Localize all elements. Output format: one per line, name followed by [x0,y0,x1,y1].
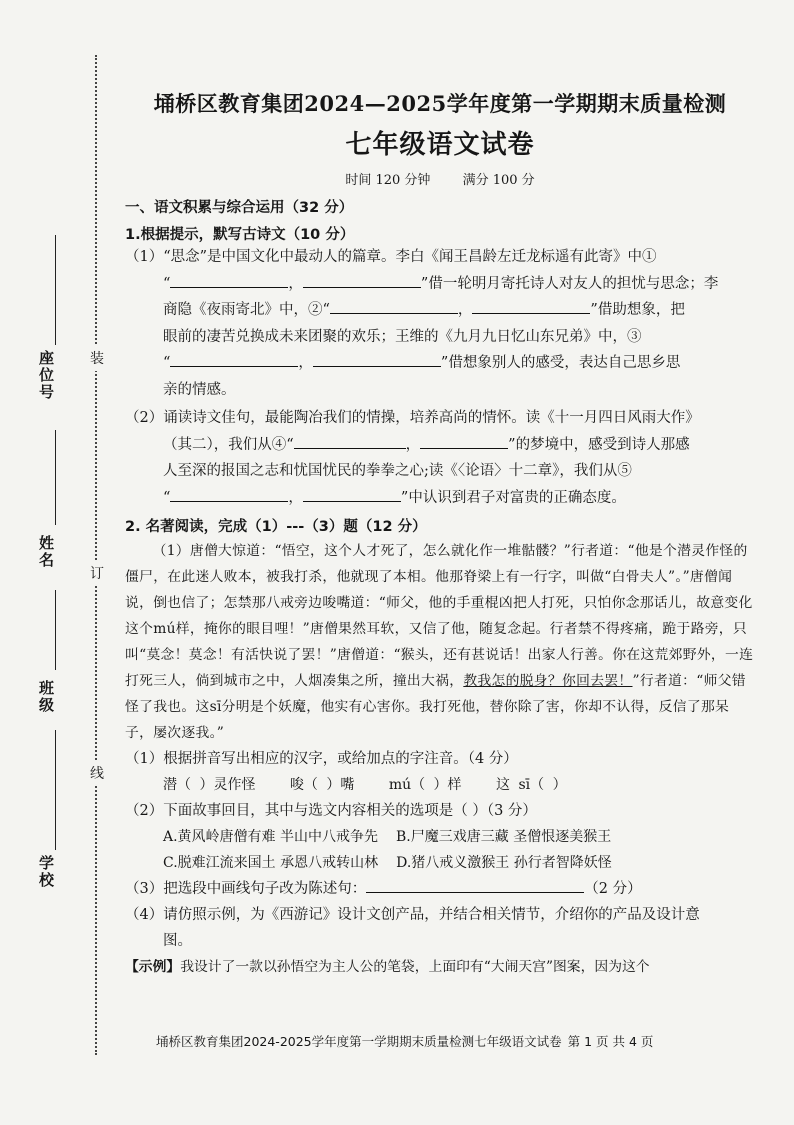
q1-1-line-g: 亲的情感。 [163,381,236,398]
exam-title-line1: 埇桥区教育集团2024—2025学年度第一学期期末质量检测 [153,91,727,116]
pinyin-item-4[interactable]: 这 sī（ ） [496,777,567,793]
q1-2-text-c: ”的梦境中，感受到诗人那感 [508,436,690,453]
q1-2-line-d: 人至深的报国之志和忧国忧民的拳拳之心;读《〈论语〉十二章》，我们从⑤ [163,463,632,479]
q1-2-line-e: “ ， ”中认识到君子对富贵的正确态度。 [125,485,755,512]
exam-content [125,88,755,980]
binding-word-zhuang: 装 [90,345,104,371]
q2-sub3-text: （3）把选段中画线句子改为陈述句： [125,881,367,897]
q2-sub2: （2）下面故事回目，其中与选文内容相关的选项是（ ）（3 分） [125,803,537,819]
exam-time: 时间 120 分钟 [345,173,431,188]
q1-1-text-b: ”借一轮明月寄托诗人对友人的担忧与思念；李 [420,275,719,292]
example-text: 我设计了一款以孙悟空为主人公的笔袋，上面印有“大闹天宫”图案，因为这个 [180,959,650,975]
name-label: 姓名 [37,535,55,569]
seat-number-line[interactable] [55,235,56,345]
q2-heading: 2. 名著阅读，完成（1）---（3）题（12 分） [125,519,427,535]
q2-sub3-score: （2 分） [584,881,642,897]
answer-blank-2a[interactable] [330,299,458,314]
underlined-sentence: 教我怎的脱身？你回去罢！ [463,673,633,689]
q2-sub3 [125,876,755,902]
page-number: 第 1 页 共 4 页 [567,1034,654,1049]
q2-sub4 [125,902,755,954]
q1-heading: 1.根据提示，默写古诗文（10 分） [125,227,355,243]
option-a[interactable]: A.黄风岭唐僧有难 半山中八戒争先 [163,829,379,845]
pinyin-item-1[interactable]: 潜（ ）灵作怪 [163,777,256,793]
exam-title-line2: 七年级语文试卷 [345,130,535,160]
q1-1-line-b: “ ， ”借一轮明月寄托诗人对友人的担忧与思念；李 [125,271,755,298]
school-line[interactable] [55,730,56,850]
answer-blank-1a[interactable] [170,273,288,288]
answer-blank-4a[interactable] [294,434,406,449]
answer-blank-4b[interactable] [420,434,508,449]
exam-score: 满分 100 分 [462,173,535,188]
passage-text-2: ”行者道：“师父错怪了我也。这sī分明是个妖魔，他实有心害你。我打死他，替你除了害，你却不认得，反信了那呆子，屡次逐我。” [125,673,746,741]
q2-sub1: （1）根据拼音写出相应的汉字，或给加点的字注音。（4 分） [125,751,518,767]
seat-number-label: 座位号 [37,350,55,401]
q2-sub4-line-b: 图。 [163,933,192,949]
q1-1-line-a: （1）“思念”是中国文化中最动人的篇章。李白《闻王昌龄左迁龙标遥有此寄》中① [125,249,657,265]
journey-west-passage [125,538,755,746]
options-row-2 [125,850,755,876]
passage-text-1: （1）唐僧大惊道：“悟空，这个人才死了，怎么就化作一堆骷髅？”行者道：“他是个潜灵作怪的僵尸，在此迷人败本，被我打杀，他就现了本相。他那脊梁上有一行字，叫做“白骨夫人”。”唐僧闻说，倒也信了；怎禁那八戒旁边唆嘴道：“师父，他的手重棍凶把人打死，只怕你念那话儿，故意变化这个mú样，掩你的眼目哩！”唐僧果然耳软，又信了他，随复念起。行者禁不得疼痛，跪于路旁，只叫“莫念！莫念！有活快说了罢！”唐僧道：“猴头，还有甚说话！出家人行善。你在这荒郊野外，一连打死三人，倘到城市之中，人烟凑集之所，撞出大祸， [125,543,754,689]
answer-blank-3a[interactable] [170,352,298,367]
q1-1-text-d: ”借助想象，把 [590,302,685,318]
exam-meta [125,169,755,188]
example-block [125,954,755,980]
options-row-1 [125,824,755,850]
example-label: 【示例】 [125,959,181,975]
class-label: 班级 [37,680,55,714]
binding-word-ding: 订 [90,560,104,586]
footer-title: 埇桥区教育集团2024-2025学年度第一学期期末质量检测七年级语文试卷 [156,1034,562,1049]
answer-blank-1b[interactable] [303,273,421,288]
q2-sub4-line-a: （4）请仿照示例，为《西游记》设计文创产品，并结合相关情节，介绍你的产品及设计意 [125,907,700,923]
pinyin-item-3[interactable]: mú（ ）样 [388,777,462,793]
q1-part1 [125,244,755,403]
q1-2-line-b: （其二），我们从④“ ， ”的梦境中，感受到诗人那感 [125,432,755,459]
name-line[interactable] [55,430,56,525]
answer-blank-3b[interactable] [313,352,441,367]
binding-word-xian: 线 [90,760,104,786]
answer-blank-2b[interactable] [472,299,590,314]
q1-2-line-a: （2）诵读诗文佳句，最能陶冶我们的情操，培养高尚的情怀。读《十一月四日风雨大作》 [125,410,700,426]
option-b[interactable]: B.尸魔三戏唐三藏 圣僧恨逐美猴王 [396,829,612,845]
option-d[interactable]: D.猪八戒义激猴王 孙行者智降妖怪 [396,855,612,871]
q1-part2 [125,405,755,511]
q1-1-line-c: 商隐《夜雨寄北》中，②“ ， ”借助想象，把 [125,297,755,324]
answer-blank-5a[interactable] [170,487,288,502]
answer-blank-5b[interactable] [303,487,401,502]
q1-1-line-e: 眼前的凄苦兑换成未来团聚的欢乐；王维的《九月九日忆山东兄弟》中，③ [163,328,642,345]
pinyin-item-2[interactable]: 唆（ ）嘴 [289,777,355,793]
q1-1-text-c: 商隐《夜雨寄北》中，② [163,302,323,318]
q1-2-text-b: （其二），我们从④ [163,436,287,453]
class-line[interactable] [55,590,56,670]
pinyin-row [125,772,755,798]
option-c[interactable]: C.脱难江流来国土 承恩八戒转山林 [163,855,379,871]
binding-dotted-line [95,55,97,1055]
q1-1-line-f: “ ， ”借想象别人的感受，表达自己思乡思 [125,350,755,377]
section1-heading: 一、语文积累与综合运用（32 分） [125,200,354,216]
answer-blank-statement[interactable] [366,878,584,893]
q1-2-text-e: ”中认识到君子对富贵的正确态度。 [400,489,626,506]
q1-1-text-f: ”借想象别人的感受，表达自己思乡思 [440,355,681,371]
school-label: 学校 [37,855,55,889]
page-footer [150,1032,653,1050]
